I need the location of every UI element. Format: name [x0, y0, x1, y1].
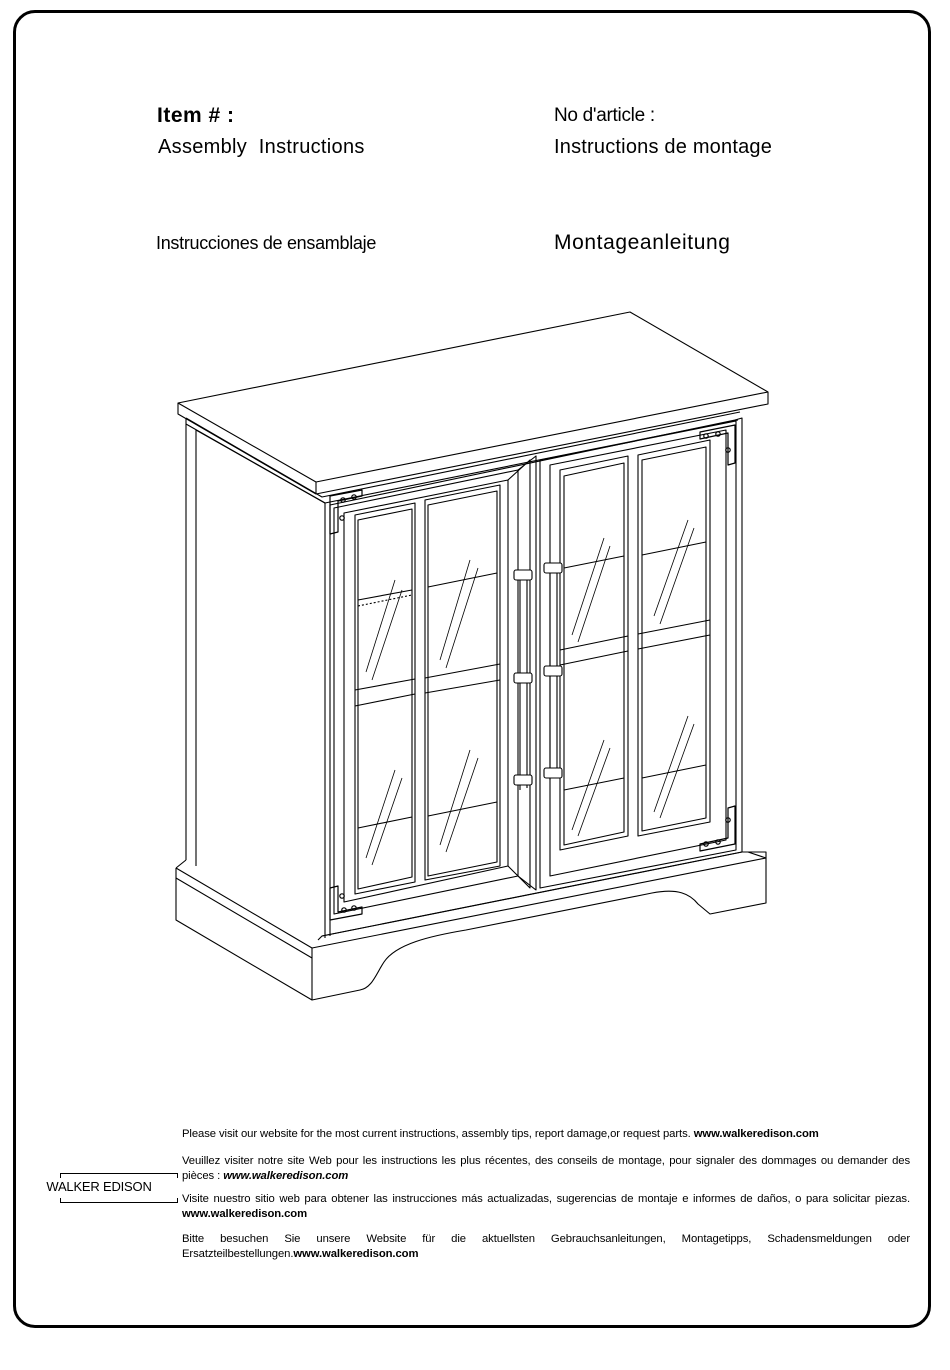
footer-spanish-text: Visite nuestro sitio web para obtener las instrucciones más actualizadas, sugerencias de montaje e informes de daños, o para solicitar piezas.	[182, 1193, 910, 1205]
assembly-instructions-fr: Instructions de montage	[554, 136, 773, 158]
item-number-label: Item # :	[157, 104, 235, 127]
footer-spanish	[182, 1192, 910, 1222]
website-link-de[interactable]: www.walkeredison.com	[293, 1248, 419, 1260]
website-link-en[interactable]: www.walkeredison.com	[693, 1128, 819, 1140]
walker-edison-logo	[39, 1173, 159, 1203]
assembly-instructions-de: Montageanleitung	[554, 231, 731, 254]
footer-german-text: Bitte besuchen Sie unsere Website für die aktuellsten Gebrauchsanleitungen, Montagetipps, Schadensmeldungen oder Ersatzteilbestellungen.	[182, 1233, 910, 1260]
footer-german	[182, 1232, 910, 1262]
footer-english	[182, 1127, 910, 1142]
assembly-instructions-es: Instrucciones de ensamblaje	[156, 233, 377, 253]
assembly-instructions-en: Assembly Instructions	[158, 136, 365, 158]
logo-text: WALKER EDISON	[46, 1179, 152, 1194]
item-number-label-fr: No d'article :	[554, 105, 655, 126]
footer-english-text: Please visit our website for the most current instructions, assembly tips, report damage,or request parts.	[182, 1128, 691, 1140]
cabinet-illustration	[150, 300, 800, 1020]
website-link-es[interactable]: www.walkeredison.com	[182, 1208, 308, 1220]
website-link-fr[interactable]: www.walkeredison.com	[223, 1170, 349, 1182]
footer-french-text: Veuillez visiter notre site Web pour les instructions les plus récentes, des conseils de montage, pour signaler des dommages ou demander des pièces :	[182, 1155, 910, 1182]
footer-french	[182, 1154, 910, 1184]
